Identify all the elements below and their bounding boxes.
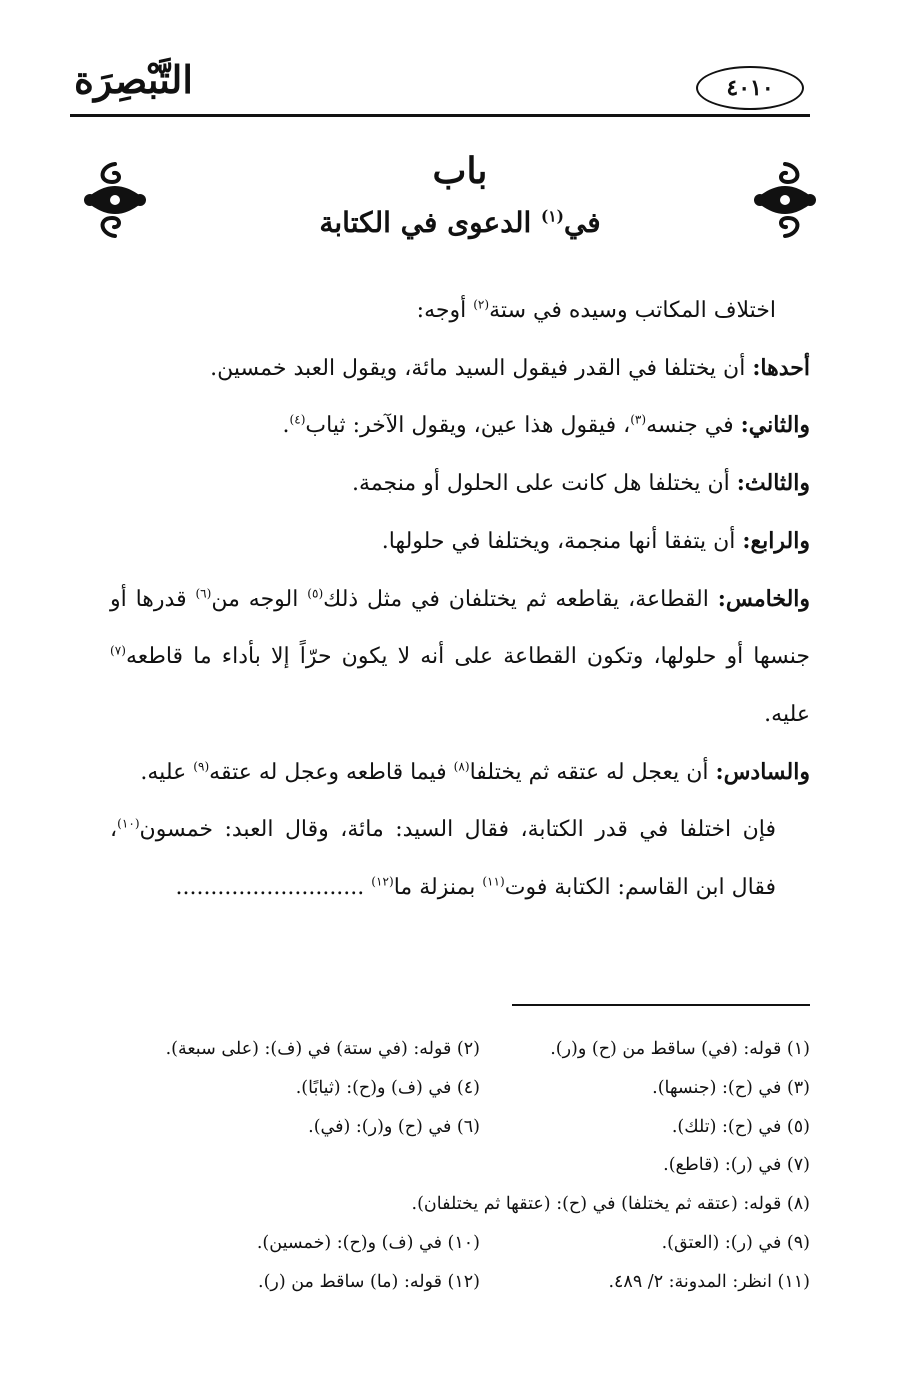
footnote-ref[interactable]: (٧) xyxy=(110,643,126,658)
text-run: القطاعة، يقاطعه ثم يختلفان في مثل ذلك xyxy=(323,586,718,612)
floral-ornament-icon xyxy=(80,160,150,240)
footnote-ref[interactable]: (١١) xyxy=(482,874,505,889)
paragraph-lead: والثالث: xyxy=(736,470,810,497)
footnote-row xyxy=(110,1263,810,1302)
chapter-heading xyxy=(150,146,770,246)
paragraph xyxy=(110,397,810,455)
text-run: ........................... xyxy=(175,875,372,901)
text-run: الوجه من xyxy=(211,586,308,612)
text-run: . xyxy=(282,413,290,439)
text-run: فإن اختلفا في قدر الكتابة، فقال السيد: مائة، وقال العبد: خمسون xyxy=(139,817,776,843)
text-run: أن يختلفا هل كانت على الحلول أو منجمة. xyxy=(352,471,737,497)
footnote: (٦) في (ح) و(ر): (في). xyxy=(308,1116,480,1137)
text-run: أن يختلفا في القدر فيقول السيد مائة، ويقول العبد خمسين. xyxy=(210,355,753,381)
paragraph-lead: والرابع: xyxy=(742,527,810,554)
footnote: (٨) قوله: (عتقه ثم يختلفا) في (ح): (عتقها ثم يختلفان). xyxy=(411,1194,810,1215)
footnote-row xyxy=(110,1224,810,1263)
text-run: أن يعجل له عتقه ثم يختلفا xyxy=(469,759,716,785)
page-header xyxy=(70,52,810,122)
footnote-separator xyxy=(512,1004,810,1006)
main-text xyxy=(110,282,810,917)
footnote-ref[interactable]: (٨) xyxy=(453,759,470,774)
text-run: في جنسه xyxy=(646,413,741,439)
text-run: أن يتفقا أنها منجمة، ويختلفا في حلولها. xyxy=(381,528,743,554)
paragraph xyxy=(110,571,810,744)
paragraph xyxy=(110,744,810,802)
footnote-ref[interactable]: (١٢) xyxy=(371,874,394,889)
footnote: (١٢) قوله: (ما) ساقط من (ر). xyxy=(258,1271,480,1292)
header-rule xyxy=(70,114,810,117)
text-run: بمنزلة ما xyxy=(393,875,483,901)
text-run: عليه. xyxy=(140,759,194,785)
footnote-row xyxy=(110,1108,810,1147)
footnote-ref[interactable]: (٣) xyxy=(630,413,647,428)
footnote-row xyxy=(110,1185,810,1224)
paragraph-lead: والسادس: xyxy=(715,758,810,785)
paragraph xyxy=(110,801,810,916)
chapter-title: باب xyxy=(432,150,488,192)
text-run: ، فقال ابن القاسم: الكتابة فوت xyxy=(110,817,776,901)
footnotes xyxy=(110,1030,810,1302)
footnote: (١٠) في (ف) و(ح): (خمسين). xyxy=(256,1232,480,1253)
paragraph-lead: والثاني: xyxy=(740,412,810,439)
subtitle-prefix: في xyxy=(563,206,601,239)
text-run: ، فيقول هذا عين، ويقول الآخر: ثياب xyxy=(305,413,631,439)
footnote-ref[interactable]: (٥) xyxy=(307,586,324,601)
footnote: (٧) في (ر): (قاطع). xyxy=(663,1155,810,1176)
paragraph-lead: والخامس: xyxy=(717,585,811,612)
footnote: (١) قوله: (في) ساقط من (ح) و(ر). xyxy=(550,1039,810,1059)
footnote-ref[interactable]: (١) xyxy=(541,207,564,226)
footnote: (٥) في (ح): (تلك). xyxy=(671,1116,810,1137)
paragraph-lead: أحدها: xyxy=(752,354,810,381)
text-run: فيما قاطعه وعجل له عتقه xyxy=(209,759,454,785)
text-run: أوجه: xyxy=(416,298,474,323)
footnote: (٣) في (ح): (جنسها). xyxy=(652,1077,810,1098)
text-run: اختلاف المكاتب وسيده في ستة xyxy=(489,298,776,323)
footnote: (١١) انظر: المدونة: ٢/ ٤٨٩. xyxy=(608,1271,810,1292)
footnote-row xyxy=(110,1030,810,1069)
text-run: عليه. xyxy=(764,701,810,727)
footnote-row xyxy=(110,1069,810,1108)
running-title: التَّبْصِرَة xyxy=(74,57,193,102)
page-number: ٤٠١٠ xyxy=(696,66,804,110)
paragraph xyxy=(110,282,810,340)
paragraph xyxy=(110,340,810,398)
footnote: (٤) في (ف) و(ح): (ثيابًا). xyxy=(295,1077,480,1098)
text-run: قدرها أو جنسها أو حلولها، وتكون القطاعة على أنه لا يكون حرّاً إلا بأداء ما قاطعه xyxy=(110,586,810,670)
footnote-ref[interactable]: (١٠) xyxy=(117,817,140,831)
chapter-subtitle xyxy=(150,200,770,246)
paragraph xyxy=(110,455,810,513)
footnote-ref[interactable]: (٦) xyxy=(195,586,212,601)
footnote-row xyxy=(110,1146,810,1185)
paragraph xyxy=(110,513,810,571)
footnote-ref[interactable]: (٩) xyxy=(193,759,210,774)
footnote: (٢) قوله: (في ستة) في (ف): (على سبعة). xyxy=(165,1039,480,1059)
footnote-ref[interactable]: (٤) xyxy=(289,413,306,428)
footnote: (٩) في (ر): (العتق). xyxy=(661,1232,810,1253)
subtitle-text: الدعوى في الكتابة xyxy=(319,206,541,239)
footnote-ref[interactable]: (٢) xyxy=(473,297,490,312)
